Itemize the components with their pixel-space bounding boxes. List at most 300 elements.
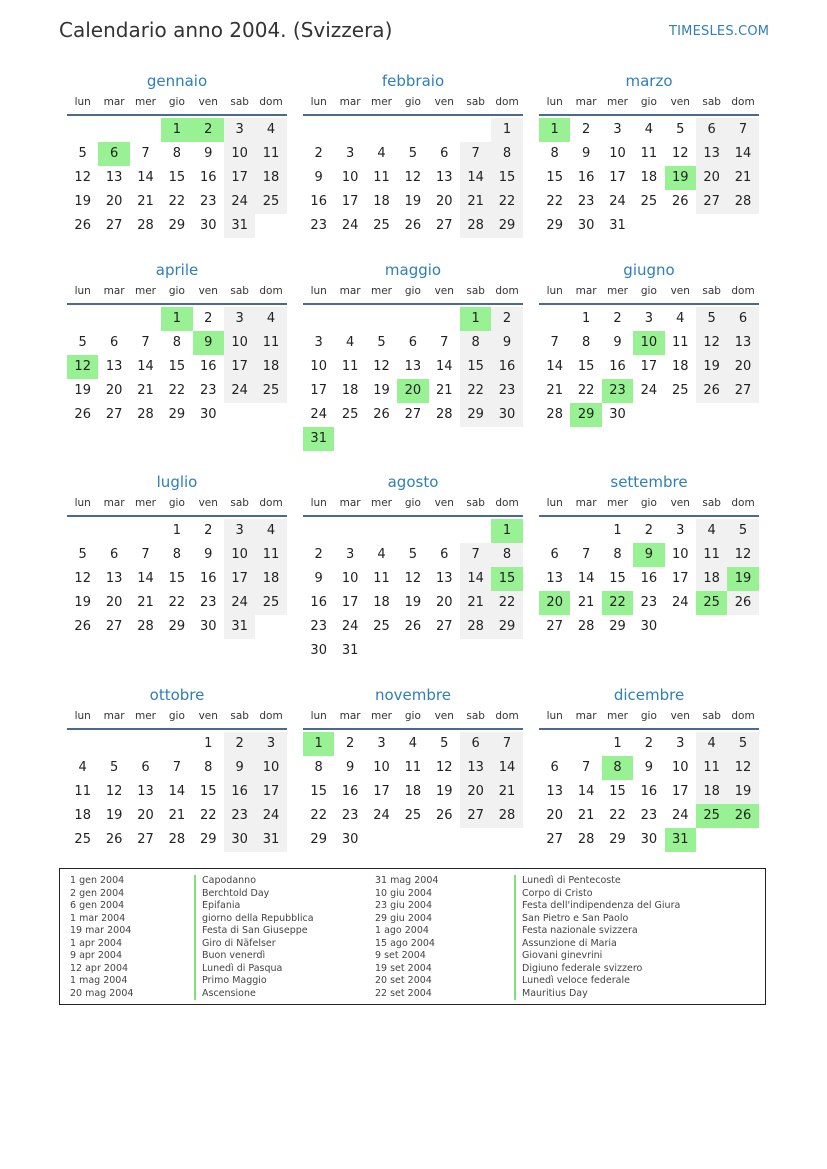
weekday-label: mer bbox=[606, 96, 628, 108]
month-agosto bbox=[303, 473, 523, 663]
empty-cell bbox=[98, 118, 129, 142]
day-cell: 30 bbox=[640, 832, 658, 847]
day-cell: 14 bbox=[137, 359, 154, 374]
day-cell: 2 bbox=[644, 736, 653, 751]
day-cell: 18 bbox=[74, 808, 91, 823]
empty-cell bbox=[460, 519, 491, 543]
weekday-label: mer bbox=[370, 497, 392, 509]
weekday-header bbox=[539, 709, 759, 730]
day-cell: 6 bbox=[550, 547, 559, 562]
day-cell: 4 bbox=[644, 122, 653, 137]
empty-cell bbox=[255, 214, 286, 238]
day-cell: 20 bbox=[105, 383, 123, 398]
day-cell: 8 bbox=[460, 331, 491, 355]
weekday-header bbox=[539, 496, 759, 517]
day-cell: 24 bbox=[671, 595, 689, 610]
legend-date: 12 apr 2004 bbox=[70, 962, 129, 974]
day-cell: 4 bbox=[345, 335, 355, 350]
day-cell: 4 bbox=[377, 146, 386, 161]
day-cell: 30 bbox=[199, 407, 217, 422]
day-cell: 27 bbox=[727, 379, 758, 403]
day-cell: 12 bbox=[74, 571, 91, 586]
weekday-label: lun bbox=[310, 285, 327, 297]
holiday-day-cell: 20 bbox=[539, 591, 570, 615]
legend-holiday-name: Ascensione bbox=[202, 987, 256, 999]
day-cell: 6 bbox=[460, 732, 491, 756]
legend-holiday-name: Corpo di Cristo bbox=[522, 887, 593, 899]
day-cell: 17 bbox=[310, 383, 327, 398]
day-cell: 2 bbox=[644, 523, 653, 538]
legend-date: 1 apr 2004 bbox=[70, 937, 123, 949]
day-cell: 6 bbox=[109, 547, 119, 562]
weekday-label: lun bbox=[310, 497, 327, 509]
legend-date: 9 apr 2004 bbox=[70, 950, 123, 961]
day-cell: 5 bbox=[727, 519, 758, 543]
weekday-label: ven bbox=[434, 497, 454, 509]
day-cell: 18 bbox=[255, 355, 286, 379]
weekday-label: lun bbox=[546, 497, 563, 509]
day-cell: 20 bbox=[546, 808, 563, 823]
day-cell: 22 bbox=[460, 379, 491, 403]
day-cell: 14 bbox=[435, 359, 453, 374]
weekday-header bbox=[67, 284, 287, 305]
day-cell: 27 bbox=[460, 804, 491, 828]
day-cell: 9 bbox=[613, 335, 622, 350]
day-cell: 31 bbox=[609, 218, 626, 233]
day-cell: 6 bbox=[696, 118, 727, 142]
day-cell: 9 bbox=[314, 571, 323, 586]
legend-date: 19 mar 2004 bbox=[70, 925, 132, 936]
day-cell: 22 bbox=[491, 591, 522, 615]
day-cell: 15 bbox=[491, 166, 522, 190]
weekday-label: mar bbox=[575, 96, 597, 108]
month-marzo bbox=[539, 72, 759, 238]
day-cell: 26 bbox=[74, 619, 91, 634]
weekday-label: sab bbox=[230, 497, 249, 509]
day-cell: 28 bbox=[546, 407, 563, 422]
weekday-label: mar bbox=[575, 285, 597, 297]
legend-date: 15 ago 2004 bbox=[375, 937, 435, 949]
day-cell: 9 bbox=[345, 760, 355, 775]
day-cell: 6 bbox=[109, 335, 119, 350]
weekday-label: lun bbox=[74, 285, 91, 297]
day-cell: 29 bbox=[491, 214, 522, 238]
day-cell: 15 bbox=[546, 170, 563, 185]
day-cell: 14 bbox=[137, 571, 154, 586]
weekday-label: mar bbox=[339, 497, 361, 509]
weekday-label: mer bbox=[134, 285, 156, 297]
day-cell: 23 bbox=[341, 808, 359, 823]
empty-cell bbox=[429, 118, 460, 142]
empty-cell bbox=[130, 519, 161, 543]
weekday-label: mer bbox=[134, 497, 156, 509]
empty-cell bbox=[397, 307, 428, 331]
day-cell: 21 bbox=[137, 595, 154, 610]
day-cell: 7 bbox=[172, 760, 181, 775]
day-cell: 5 bbox=[408, 146, 417, 161]
day-cell: 5 bbox=[78, 146, 87, 161]
legend-holiday-name: Assunzione di Maria bbox=[522, 937, 617, 949]
empty-cell bbox=[633, 403, 664, 427]
day-cell: 3 bbox=[676, 523, 685, 538]
day-cell: 10 bbox=[373, 760, 390, 775]
month-name: settembre bbox=[610, 473, 688, 491]
day-cell: 22 bbox=[310, 808, 327, 823]
day-cell: 25 bbox=[255, 190, 286, 214]
day-cell: 1 bbox=[491, 118, 522, 142]
month-dicembre bbox=[539, 686, 759, 852]
day-cell: 23 bbox=[310, 619, 327, 634]
weekday-label: gio bbox=[640, 497, 657, 509]
empty-cell bbox=[491, 828, 522, 852]
holiday-day-cell: 23 bbox=[602, 379, 633, 403]
day-cell: 28 bbox=[460, 214, 491, 238]
day-cell: 14 bbox=[546, 359, 563, 374]
day-cell: 3 bbox=[255, 732, 286, 756]
day-cell: 20 bbox=[727, 355, 758, 379]
day-cell: 17 bbox=[224, 166, 255, 190]
day-cell: 31 bbox=[341, 643, 359, 658]
day-cell: 14 bbox=[137, 170, 154, 185]
day-cell: 23 bbox=[224, 804, 255, 828]
empty-cell bbox=[224, 403, 255, 427]
weekday-label: mar bbox=[103, 497, 125, 509]
holiday-legend bbox=[59, 868, 766, 1005]
weekday-header bbox=[67, 95, 287, 116]
day-cell: 24 bbox=[224, 591, 255, 615]
day-cell: 13 bbox=[404, 359, 422, 374]
day-cell: 24 bbox=[341, 619, 359, 634]
weekday-label: sab bbox=[702, 285, 721, 297]
day-cell: 30 bbox=[491, 403, 522, 427]
day-cell: 12 bbox=[671, 146, 689, 161]
legend-date: 10 giu 2004 bbox=[375, 887, 432, 899]
legend-holiday-name: Lunedì di Pasqua bbox=[202, 962, 283, 974]
day-cell: 26 bbox=[671, 194, 689, 209]
day-cell: 1 bbox=[613, 523, 622, 538]
month-name: ottobre bbox=[149, 686, 205, 704]
day-cell: 8 bbox=[314, 760, 323, 775]
day-cell: 14 bbox=[491, 756, 522, 780]
day-cell: 5 bbox=[109, 760, 119, 775]
weekday-label: sab bbox=[466, 285, 485, 297]
holiday-day-cell: 1 bbox=[303, 732, 334, 756]
weekday-label: dom bbox=[495, 497, 519, 509]
legend-left-dates bbox=[70, 875, 133, 1000]
day-cell: 19 bbox=[105, 808, 123, 823]
empty-cell bbox=[366, 427, 397, 451]
holiday-day-cell: 15 bbox=[491, 567, 522, 591]
day-cell: 20 bbox=[435, 194, 453, 209]
day-cell: 19 bbox=[404, 194, 422, 209]
day-cell: 5 bbox=[440, 736, 449, 751]
weekday-label: lun bbox=[74, 497, 91, 509]
day-cell: 13 bbox=[727, 331, 758, 355]
legend-holiday-name: Mauritius Day bbox=[522, 987, 588, 999]
day-cell: 11 bbox=[373, 170, 390, 185]
empty-cell bbox=[665, 403, 696, 427]
day-cell: 17 bbox=[373, 784, 390, 799]
day-cell: 7 bbox=[141, 146, 150, 161]
weekday-label: sab bbox=[230, 285, 249, 297]
day-cell: 8 bbox=[491, 142, 522, 166]
legend-date: 20 set 2004 bbox=[375, 975, 432, 986]
holiday-day-cell: 20 bbox=[397, 379, 428, 403]
day-cell: 7 bbox=[460, 142, 491, 166]
day-cell: 17 bbox=[671, 784, 689, 799]
empty-cell bbox=[255, 403, 286, 427]
day-cell: 24 bbox=[341, 218, 359, 233]
legend-holiday-name: Primo Maggio bbox=[202, 975, 267, 986]
day-cell: 13 bbox=[435, 571, 453, 586]
day-cell: 8 bbox=[491, 543, 522, 567]
empty-cell bbox=[665, 615, 696, 639]
brand-link[interactable]: TIMESLES.COM bbox=[669, 24, 770, 39]
day-cell: 4 bbox=[255, 519, 286, 543]
day-cell: 13 bbox=[137, 784, 154, 799]
weekday-label: dom bbox=[731, 285, 755, 297]
empty-cell bbox=[130, 732, 161, 756]
day-cell: 21 bbox=[137, 383, 154, 398]
day-cell: 4 bbox=[255, 307, 286, 331]
weekday-label: gio bbox=[640, 285, 657, 297]
weekday-label: ven bbox=[198, 710, 218, 722]
day-cell: 12 bbox=[727, 756, 758, 780]
day-cell: 3 bbox=[224, 118, 255, 142]
day-cell: 30 bbox=[577, 218, 595, 233]
day-cell: 13 bbox=[696, 142, 727, 166]
day-cell: 14 bbox=[168, 784, 186, 799]
day-cell: 11 bbox=[696, 543, 727, 567]
day-cell: 2 bbox=[613, 311, 622, 326]
legend-holiday-name: Capodanno bbox=[202, 875, 257, 886]
day-cell: 12 bbox=[105, 784, 123, 799]
day-cell: 17 bbox=[640, 359, 658, 374]
day-cell: 4 bbox=[377, 547, 386, 562]
empty-cell bbox=[696, 615, 727, 639]
day-cell: 3 bbox=[377, 736, 386, 751]
day-cell: 28 bbox=[137, 619, 154, 634]
day-cell: 28 bbox=[577, 619, 595, 634]
day-cell: 9 bbox=[644, 760, 653, 775]
day-cell: 31 bbox=[255, 828, 286, 852]
empty-cell bbox=[255, 615, 286, 639]
weekday-label: gio bbox=[168, 497, 185, 509]
day-cell: 11 bbox=[255, 543, 286, 567]
day-cell: 10 bbox=[310, 359, 327, 374]
holiday-day-cell: 22 bbox=[602, 591, 633, 615]
day-cell: 2 bbox=[204, 523, 213, 538]
day-cell: 1 bbox=[172, 523, 181, 538]
weekday-label: ven bbox=[434, 710, 454, 722]
empty-cell bbox=[366, 118, 397, 142]
empty-cell bbox=[67, 732, 98, 756]
day-cell: 29 bbox=[168, 619, 186, 634]
month-name: luglio bbox=[156, 473, 198, 491]
day-cell: 31 bbox=[224, 615, 255, 639]
weekday-label: sab bbox=[466, 96, 485, 108]
day-cell: 9 bbox=[491, 331, 522, 355]
empty-cell bbox=[727, 828, 758, 852]
holiday-day-cell: 1 bbox=[539, 118, 570, 142]
weekday-label: dom bbox=[259, 497, 283, 509]
day-cell: 21 bbox=[460, 190, 491, 214]
day-cell: 27 bbox=[696, 190, 727, 214]
day-cell: 11 bbox=[255, 331, 286, 355]
day-cell: 26 bbox=[727, 591, 758, 615]
day-cell: 20 bbox=[696, 166, 727, 190]
day-cell: 12 bbox=[74, 170, 91, 185]
day-cell: 4 bbox=[696, 519, 727, 543]
empty-cell bbox=[98, 307, 129, 331]
day-cell: 30 bbox=[609, 407, 626, 422]
weekday-label: gio bbox=[404, 710, 421, 722]
day-cell: 26 bbox=[404, 619, 422, 634]
day-cell: 30 bbox=[199, 619, 217, 634]
day-cell: 7 bbox=[460, 543, 491, 567]
weekday-label: dom bbox=[259, 710, 283, 722]
legend-holiday-name: Berchtold Day bbox=[202, 887, 270, 899]
weekday-label: ven bbox=[670, 285, 690, 297]
weekday-label: lun bbox=[310, 96, 327, 108]
day-cell: 19 bbox=[727, 780, 758, 804]
legend-date: 20 mag 2004 bbox=[70, 987, 134, 999]
day-cell: 19 bbox=[74, 383, 91, 398]
legend-date: 1 mar 2004 bbox=[70, 912, 126, 924]
empty-cell bbox=[161, 732, 192, 756]
legend-holiday-name: San Pietro e San Paolo bbox=[522, 912, 629, 924]
legend-right-dates bbox=[375, 875, 438, 1000]
empty-cell bbox=[727, 615, 758, 639]
day-cell: 22 bbox=[168, 595, 186, 610]
day-cell: 27 bbox=[105, 619, 123, 634]
holiday-day-cell: 29 bbox=[570, 403, 601, 427]
weekday-label: ven bbox=[198, 285, 218, 297]
day-cell: 18 bbox=[640, 170, 658, 185]
empty-cell bbox=[366, 639, 397, 663]
holiday-day-cell: 8 bbox=[602, 756, 633, 780]
day-cell: 1 bbox=[613, 736, 622, 751]
holiday-day-cell: 25 bbox=[696, 804, 727, 828]
day-cell: 16 bbox=[640, 784, 658, 799]
empty-cell bbox=[130, 118, 161, 142]
empty-cell bbox=[397, 118, 428, 142]
weekday-label: ven bbox=[670, 497, 690, 509]
legend-date: 19 set 2004 bbox=[375, 962, 432, 974]
weekday-label: gio bbox=[404, 497, 421, 509]
day-cell: 28 bbox=[727, 190, 758, 214]
day-cell: 5 bbox=[696, 307, 727, 331]
empty-cell bbox=[633, 214, 664, 238]
holiday-day-cell: 19 bbox=[665, 166, 696, 190]
day-cell: 10 bbox=[671, 760, 689, 775]
day-cell: 20 bbox=[137, 808, 154, 823]
weekday-label: ven bbox=[434, 285, 454, 297]
empty-cell bbox=[397, 639, 428, 663]
holiday-day-cell: 31 bbox=[303, 427, 334, 451]
weekday-header bbox=[303, 284, 523, 305]
day-cell: 15 bbox=[168, 571, 186, 586]
empty-cell bbox=[366, 828, 397, 852]
holiday-day-cell: 1 bbox=[161, 307, 192, 331]
day-cell: 25 bbox=[373, 218, 390, 233]
day-cell: 13 bbox=[460, 756, 491, 780]
day-cell: 28 bbox=[168, 832, 186, 847]
day-cell: 27 bbox=[105, 218, 123, 233]
day-cell: 2 bbox=[204, 311, 213, 326]
weekday-label: mar bbox=[575, 710, 597, 722]
weekday-header bbox=[539, 284, 759, 305]
empty-cell bbox=[696, 828, 727, 852]
empty-cell bbox=[460, 118, 491, 142]
weekday-label: mer bbox=[606, 285, 628, 297]
day-cell: 22 bbox=[199, 808, 217, 823]
day-cell: 14 bbox=[577, 784, 595, 799]
empty-cell bbox=[98, 519, 129, 543]
month-name: novembre bbox=[375, 686, 451, 704]
day-cell: 11 bbox=[671, 335, 689, 350]
day-cell: 2 bbox=[314, 547, 323, 562]
empty-cell bbox=[460, 828, 491, 852]
day-cell: 23 bbox=[199, 595, 217, 610]
day-cell: 29 bbox=[460, 403, 491, 427]
weekday-label: mar bbox=[103, 285, 125, 297]
day-cell: 27 bbox=[546, 619, 563, 634]
day-cell: 21 bbox=[435, 383, 453, 398]
day-cell: 15 bbox=[199, 784, 217, 799]
weekday-label: dom bbox=[495, 710, 519, 722]
legend-holiday-name: Giro di Näfelser bbox=[202, 937, 276, 949]
empty-cell bbox=[67, 118, 98, 142]
legend-date: 22 set 2004 bbox=[375, 987, 432, 999]
weekday-label: dom bbox=[731, 710, 755, 722]
day-cell: 12 bbox=[404, 170, 422, 185]
day-cell: 3 bbox=[345, 547, 355, 562]
day-cell: 23 bbox=[491, 379, 522, 403]
day-cell: 3 bbox=[345, 146, 355, 161]
day-cell: 28 bbox=[577, 832, 595, 847]
empty-cell bbox=[460, 639, 491, 663]
empty-cell bbox=[429, 639, 460, 663]
empty-cell bbox=[366, 307, 397, 331]
weekday-header bbox=[303, 95, 523, 116]
weekday-label: mer bbox=[370, 285, 392, 297]
day-cell: 12 bbox=[727, 543, 758, 567]
day-cell: 18 bbox=[696, 780, 727, 804]
day-cell: 4 bbox=[408, 736, 417, 751]
weekday-label: ven bbox=[670, 710, 690, 722]
weekday-label: gio bbox=[404, 96, 421, 108]
day-cell: 25 bbox=[255, 591, 286, 615]
day-cell: 5 bbox=[408, 547, 417, 562]
empty-cell bbox=[397, 427, 428, 451]
legend-holiday-name: Lunedì veloce federale bbox=[522, 975, 630, 986]
day-cell: 1 bbox=[581, 311, 591, 326]
day-cell: 16 bbox=[199, 170, 217, 185]
day-cell: 26 bbox=[404, 218, 422, 233]
empty-cell bbox=[334, 307, 365, 331]
holiday-day-cell: 1 bbox=[460, 307, 491, 331]
legend-date: 23 giu 2004 bbox=[375, 900, 432, 911]
day-cell: 5 bbox=[78, 335, 87, 350]
day-cell: 13 bbox=[546, 571, 563, 586]
day-cell: 21 bbox=[577, 808, 595, 823]
day-cell: 6 bbox=[727, 307, 758, 331]
day-cell: 15 bbox=[460, 355, 491, 379]
legend-right-names bbox=[522, 875, 680, 1000]
day-cell: 25 bbox=[373, 619, 390, 634]
day-cell: 26 bbox=[105, 832, 123, 847]
